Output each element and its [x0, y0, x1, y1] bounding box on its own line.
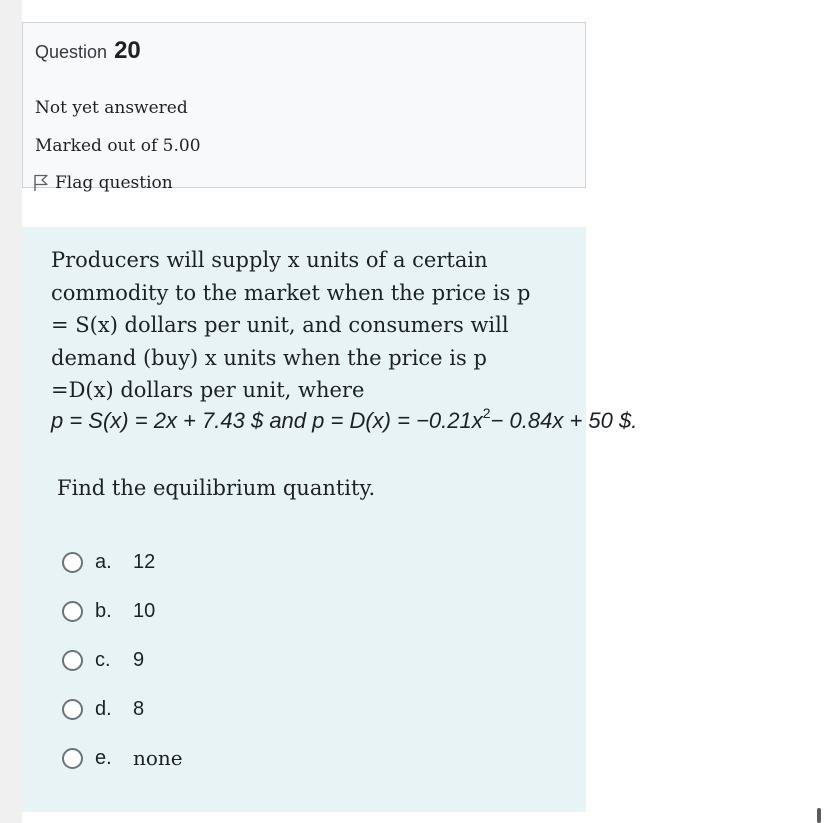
option-value: 8: [133, 697, 145, 720]
option-value: 9: [133, 648, 145, 671]
question-status: Not yet answered: [35, 98, 188, 118]
answer-option-b[interactable]: [62, 596, 155, 626]
radio-button[interactable]: [62, 552, 83, 573]
question-equations: [51, 405, 638, 434]
option-letter: d.: [95, 697, 112, 720]
option-value: 12: [133, 550, 156, 573]
option-letter: e.: [95, 746, 112, 769]
scrollbar-thumb[interactable]: [817, 808, 821, 823]
question-label: Question: [35, 42, 108, 62]
option-letter: c.: [95, 648, 111, 671]
radio-button[interactable]: [62, 650, 83, 671]
radio-button[interactable]: [62, 601, 83, 622]
question-formulation: [22, 227, 638, 812]
radio-button[interactable]: [62, 748, 83, 769]
question-info: [22, 22, 586, 193]
option-value: none: [133, 746, 183, 770]
equation-exponent: 2: [482, 405, 491, 421]
answer-option-a[interactable]: [62, 547, 155, 577]
question-text: Producers will supply x units of a certain commodity to the market when the price is p = S(x) dollars per unit, and consumers will demand (buy) x units when the price is p =D(x) dollars per unit, where: [51, 248, 531, 402]
question-grade: Marked out of 5.00: [35, 136, 201, 156]
option-letter: b.: [95, 599, 112, 622]
question-number-value: 20: [114, 37, 141, 64]
equation-supply: p = S(x) = 2x + 7.43 $: [51, 408, 264, 433]
flag-question-label: Flag question: [55, 173, 173, 193]
bottom-band: [22, 812, 586, 823]
equation-demand-prefix: p = D(x) = −0.21x: [312, 408, 483, 433]
flag-icon: [33, 174, 49, 192]
question-prompt: Find the equilibrium quantity.: [57, 476, 376, 500]
equation-connector: and: [269, 408, 307, 433]
answer-option-e[interactable]: [62, 743, 183, 773]
answer-option-d[interactable]: [62, 694, 144, 724]
radio-button[interactable]: [62, 699, 83, 720]
option-letter: a.: [95, 550, 112, 573]
option-value: 10: [133, 599, 156, 622]
question-number: [35, 37, 141, 65]
equation-demand-suffix: − 0.84x + 50 $.: [490, 408, 638, 433]
left-gutter: [0, 0, 22, 823]
flag-question-link[interactable]: [33, 173, 173, 193]
answer-option-c[interactable]: [62, 645, 144, 675]
